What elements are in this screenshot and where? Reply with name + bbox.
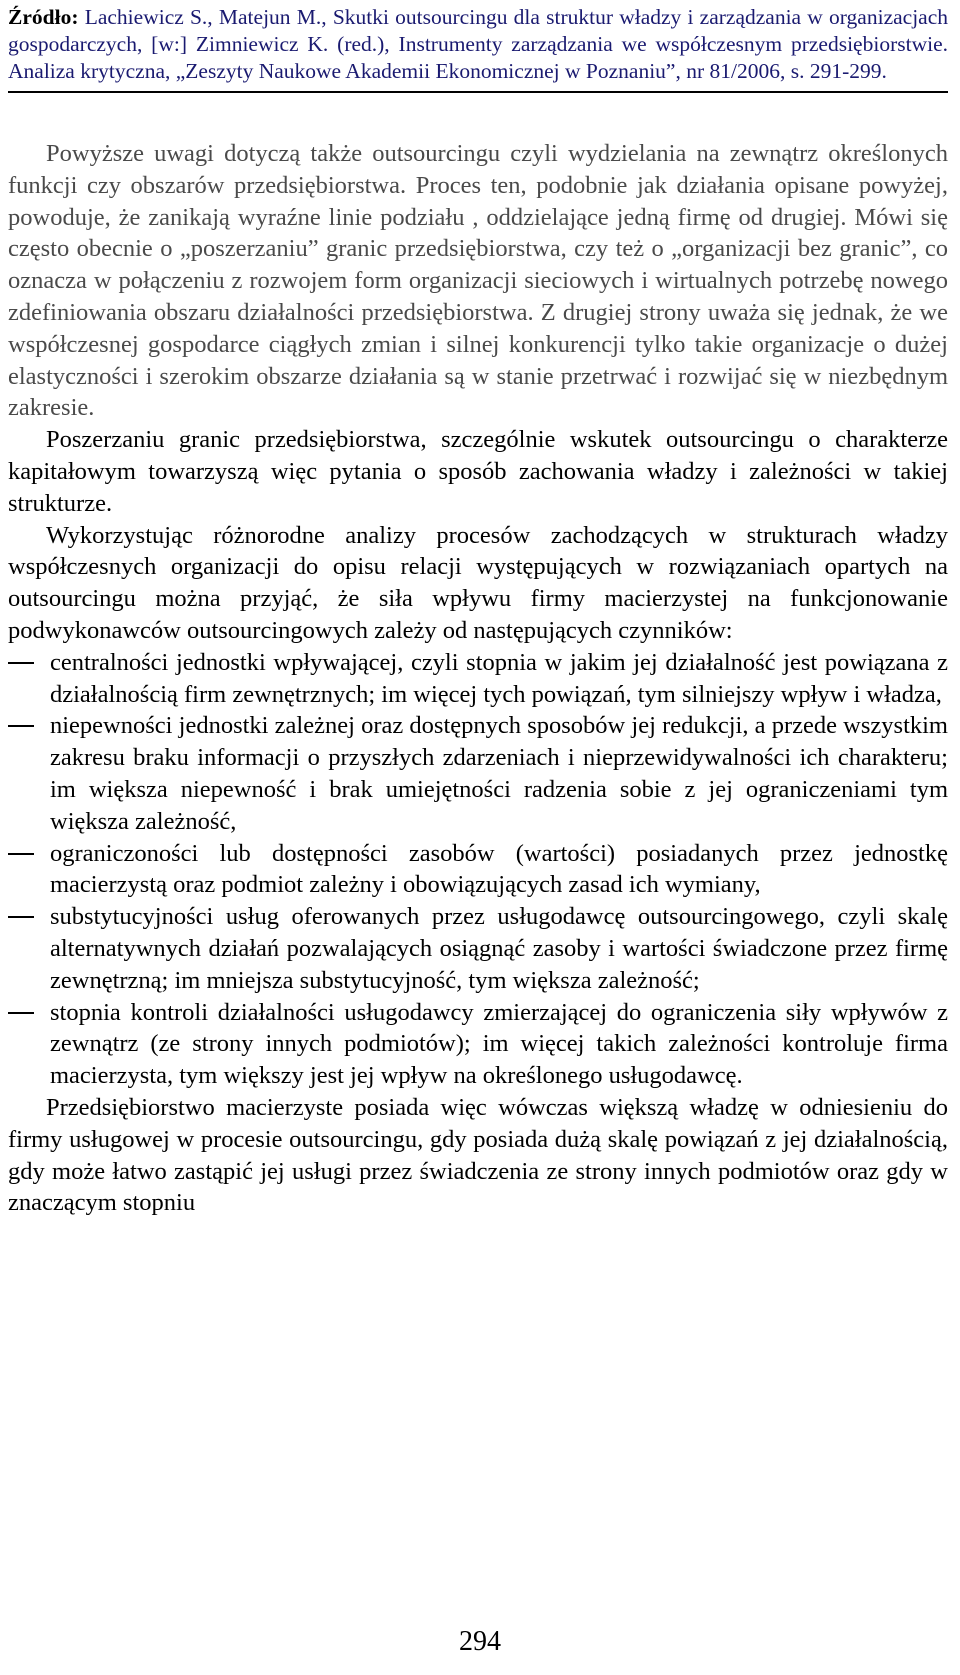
document-body <box>8 138 948 1219</box>
list-item-text: niepewności jednostki zależnej oraz dostępnych sposobów jej redukcji, a przede wszystkim zakresu braku informacji o przyszłych zdarzeniach i nieprzewidywalności ich charakteru; im większa niepewność i brak umiejętności radzenia sobie z jej ograniczeniami tym większa zależność, <box>50 712 948 835</box>
list-item <box>8 997 948 1092</box>
paragraph: Powyższe uwagi dotyczą także outsourcingu czyli wydzielania na zewnątrz określonych funkcji czy obszarów przedsiębiorstwa. Proces ten, podobnie jak działania opisane powyżej, powoduje, że zanikają wyraźne linie podziału , oddzielające jedną firmę od drugiej. Mówi się często obecnie o „poszerzaniu” granic przedsiębiorstwa, czy też o „organizacji bez granic”, co oznacza w połączeniu z rozwojem form organizacji sieciowych i wirtualnych potrzebę nowego zdefiniowania obszaru działalności przedsiębiorstwa. Z drugiej strony uważa się jednak, że we współczesnej gospodarce ciągłych zmian i silnej konkurencji tylko takie organizacje o dużej elastyczności i szerokim obszarze działania są w stanie przetrwać i rozwijać się w niezbędnym zakresie. <box>8 140 948 422</box>
source-label: Źródło: <box>8 5 79 29</box>
dash-bullet-icon <box>8 916 34 918</box>
page-number: 294 <box>459 1626 501 1657</box>
dash-bullet-icon <box>8 662 34 664</box>
source-citation <box>8 4 948 93</box>
list-item-text: stopnia kontroli działalności usługodawcy zmierzającej do ograniczenia siły wpływów z zewnątrz (ze strony innych podmiotów); im więcej takich zależności kontroluje firma macierzysta, tym większy jest jej wpływ na określonego usługodawcę. <box>50 998 948 1090</box>
dash-bullet-icon <box>8 725 34 727</box>
paragraph: Poszerzaniu granic przedsiębiorstwa, szczególnie wskutek outsourcingu o charakterze kapitałowym towarzyszą więc pytania o sposób zachowania władzy i zależności w takiej strukturze. <box>8 426 948 517</box>
list-item-text: substytucyjności usług oferowanych przez usługodawcę outsourcingowego, czyli skalę alternatywnych działań pozwalających osiągnąć zasoby i wartości świadczone przez firmę zewnętrzną; im mniejsza substytucyjność, tym większa zależność; <box>50 903 948 994</box>
document-page <box>8 4 948 1219</box>
dash-bullet-icon <box>8 1012 34 1014</box>
source-text: Lachiewicz S., Matejun M., Skutki outsourcingu dla struktur władzy i zarządzania w organizacjach gospodarczych, [w:] Zimniewicz K. (red.), Instrumenty zarządzania we współczesnym przedsiębiorstwie. Analiza krytyczna, „Zeszyty Naukowe Akademii Ekonomicznej w Poznaniu”, nr 81/2006, s. 291-299. <box>8 5 949 83</box>
list-item <box>8 647 948 711</box>
list-item-text: centralności jednostki wpływającej, czyli stopnia w jakim jej działalność jest powiązana z działalnością firm zewnętrznych; im więcej tych powiązań, tym silniejszy wpływ i władza, <box>50 648 948 708</box>
list-item <box>8 710 948 837</box>
paragraph: Przedsiębiorstwo macierzyste posiada więc wówczas większą władzę w odniesieniu do firmy usługowej w procesie outsourcingu, gdy posiada dużą skalę powiązań z jej działalnością, gdy może łatwo zastąpić jej usługi przez świadczenia ze strony innych podmiotów oraz gdy w znaczącym stopniu <box>8 1093 948 1217</box>
list-item <box>8 901 948 996</box>
dash-bullet-icon <box>8 853 34 855</box>
paragraph: Wykorzystując różnorodne analizy procesów zachodzących w strukturach władzy współczesnych organizacji do opisu relacji występujących w rozwiązaniach opartych na outsourcingu można przyjąć, że siła wpływu firmy macierzystej na funkcjonowanie podwykonawców outsourcingowych zależy od następujących czynników: <box>8 521 948 644</box>
list-item <box>8 838 948 902</box>
list-item-text: ograniczoności lub dostępności zasobów (wartości) posiadanych przez jednostkę macierzystą oraz podmiot zależny i obowiązujących zasad ich wymiany, <box>50 839 948 899</box>
factors-list <box>8 647 948 1092</box>
